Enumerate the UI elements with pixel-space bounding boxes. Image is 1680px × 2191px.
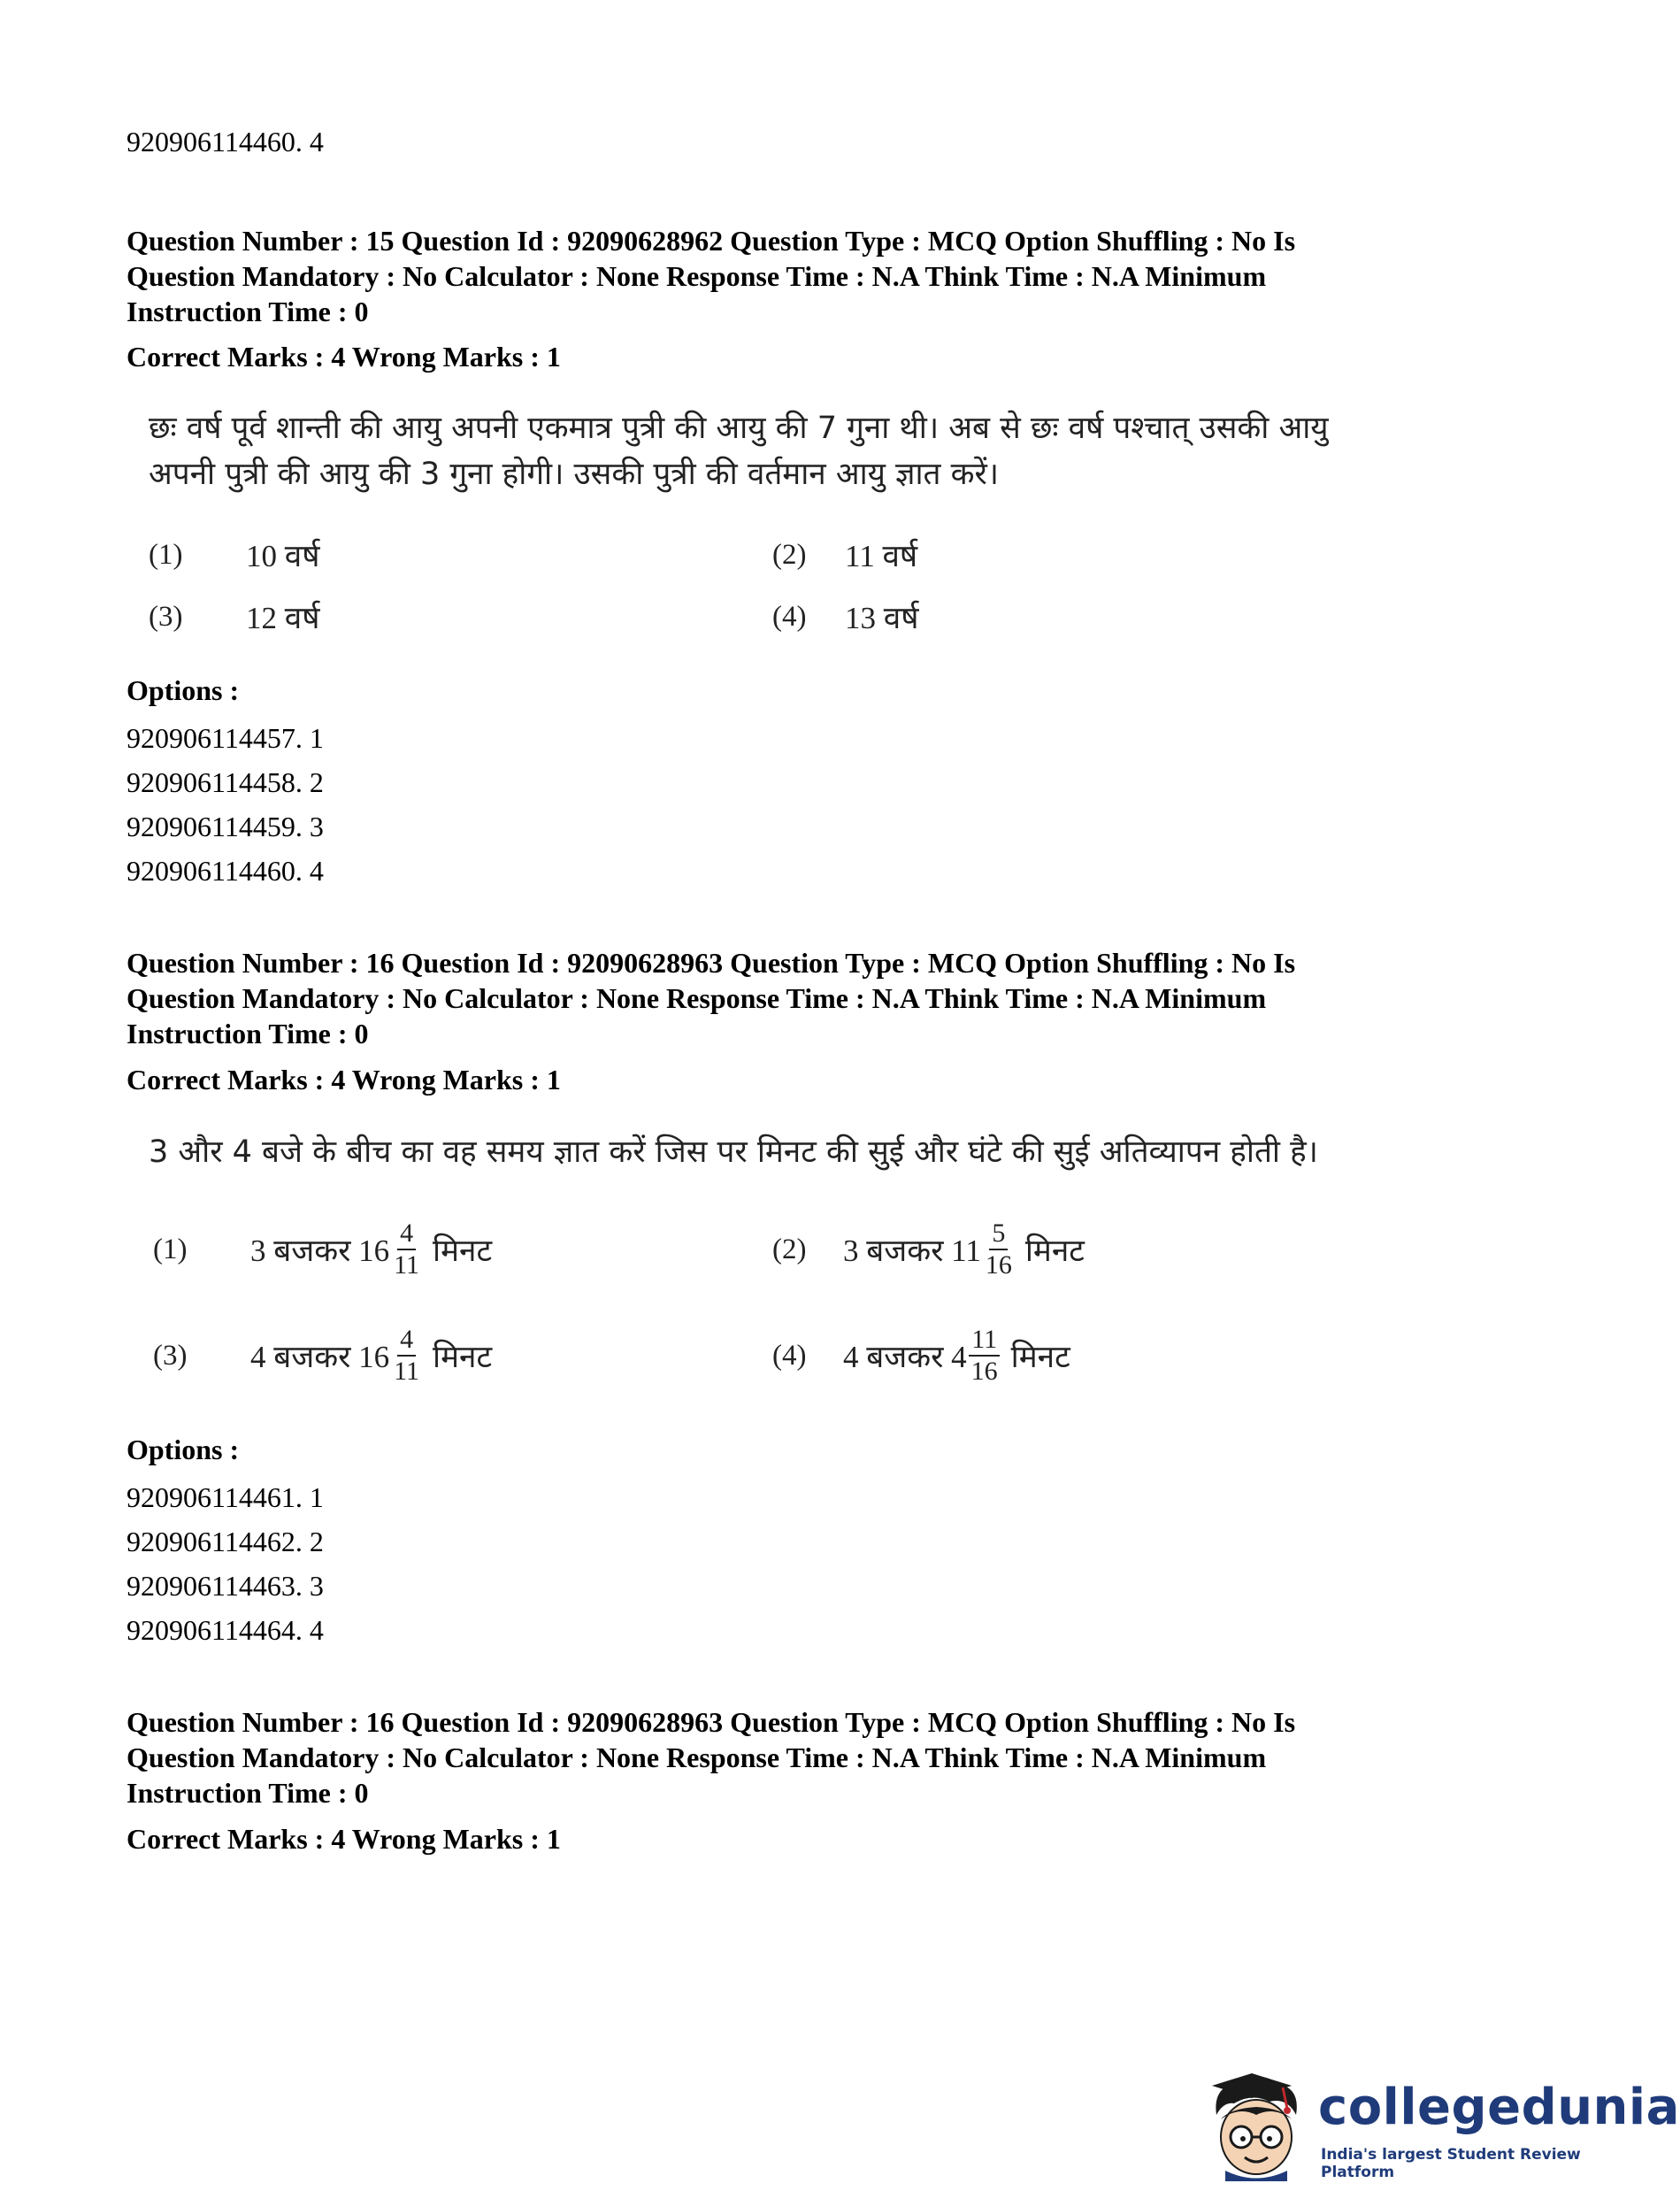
choice-text: 12 वर्ष [246,600,320,635]
mascot-icon [1199,2066,1314,2181]
options-label: Options : [127,1434,240,1465]
fraction-denominator: 16 [970,1357,998,1386]
choice-text [843,1325,1070,1387]
question-15-choice-row [149,586,1493,648]
question-16-repeat-meta [127,1704,1507,1810]
choice-number: (1) [153,1233,188,1265]
option-line: 920906114464. 4 [127,1614,324,1646]
choice-prefix: 3 बजकर 16 [250,1233,390,1268]
fraction-denominator: 16 [985,1250,1012,1280]
choice-prefix: 4 बजकर 4 [843,1339,967,1374]
choice-number: (4) [772,1339,807,1372]
collegedunia-logo [1199,2066,1680,2181]
option-line: 920906114462. 2 [127,1526,324,1557]
choice-number: (4) [772,600,807,633]
question-16-marks: Correct Marks : 4 Wrong Marks : 1 [127,1064,561,1096]
meta-line: Instruction Time : 0 [127,1777,369,1809]
question-15-meta [127,223,1507,329]
question-15-options [127,716,1507,893]
logo-wordmark: collegedunia [1318,2079,1680,2136]
question-16-repeat-marks: Correct Marks : 4 Wrong Marks : 1 [127,1823,561,1855]
fraction-numerator: 5 [989,1219,1008,1250]
choice-prefix: 3 बजकर 11 [843,1233,981,1268]
option-line: 920906114457. 1 [127,722,324,754]
question-15-choice-row [149,524,1493,586]
choice-suffix: मिनट [1024,1233,1085,1268]
fraction-numerator: 4 [397,1219,416,1250]
choice-number: (3) [149,600,183,633]
choice-text [250,1325,492,1387]
choice-1 [153,1214,492,1285]
question-line: छः वर्ष पूर्व शान्ती की आयु अपनी एकमात्र पुत्री की आयु की 7 गुना थी। अब से छः वर्ष पश्चात् उसकी आयु [149,411,1329,446]
fraction [391,1219,422,1280]
meta-line: Question Number : 16 Question Id : 92090628963 Question Type : MCQ Option Shuffling : No Is [127,1706,1296,1738]
choice-4 [772,586,918,648]
question-16-meta [127,945,1507,1051]
choice-3 [149,586,319,648]
meta-line: Question Mandatory : No Calculator : None Response Time : N.A Think Time : N.A Minimum [127,1741,1267,1773]
meta-line: Question Mandatory : No Calculator : None Response Time : N.A Think Time : N.A Minimum [127,982,1267,1014]
choice-number: (2) [772,1233,807,1265]
choice-number: (1) [149,538,183,571]
choice-prefix: 4 बजकर 16 [250,1339,390,1374]
option-line: 920906114459. 3 [127,811,324,842]
option-line: 920906114460. 4 [127,126,324,158]
choice-1 [149,524,319,586]
fraction [983,1219,1015,1280]
choice-4 [772,1320,1070,1391]
question-line: 3 और 4 बजे के बीच का वह समय ज्ञात करें जिस पर मिनट की सुई और घंटे की सुई अतिव्यापन होती है। [149,1134,1318,1170]
choice-3 [153,1320,492,1391]
question-16-text [149,1129,1493,1175]
meta-line: Question Number : 15 Question Id : 92090628962 Question Type : MCQ Option Shuffling : No Is [127,225,1296,257]
options-label: Options : [127,674,240,706]
meta-line: Question Number : 16 Question Id : 92090628963 Question Type : MCQ Option Shuffling : No Is [127,947,1296,979]
fraction-denominator: 11 [394,1357,420,1386]
fraction-numerator: 11 [969,1325,1000,1357]
choice-number: (2) [772,538,807,571]
question-15-marks: Correct Marks : 4 Wrong Marks : 1 [127,341,561,373]
meta-line: Instruction Time : 0 [127,296,369,327]
option-line: 920906114463. 3 [127,1570,324,1602]
option-line: 920906114458. 2 [127,766,324,798]
choice-2 [772,524,917,586]
fraction-numerator: 4 [397,1325,416,1357]
meta-line: Question Mandatory : No Calculator : None Response Time : N.A Think Time : N.A Minimum [127,260,1267,292]
option-line: 920906114461. 1 [127,1481,324,1513]
choice-text: 10 वर्ष [246,538,320,573]
meta-line: Instruction Time : 0 [127,1018,369,1049]
question-15-text [149,405,1493,497]
question-16-choice-row [153,1320,1498,1391]
choice-text: 11 वर्ष [845,538,918,573]
question-16-choice-row [153,1214,1498,1285]
choice-suffix: मिनट [433,1233,493,1268]
question-line: अपनी पुत्री की आयु की 3 गुना होगी। उसकी पुत्री की वर्तमान आयु ज्ञात करें। [149,457,1000,492]
choice-text [843,1219,1085,1280]
fraction [969,1325,1001,1387]
choice-suffix: मिनट [433,1339,493,1374]
logo-tagline: India's largest Student Review Platform [1321,2146,1581,2181]
choice-text: 13 वर्ष [845,600,919,635]
choice-number: (3) [153,1339,188,1372]
fraction [391,1325,422,1387]
option-line: 920906114460. 4 [127,855,324,887]
choice-2 [772,1214,1085,1285]
choice-suffix: मिनट [1010,1339,1070,1374]
choice-text [250,1219,492,1280]
question-16-options [127,1475,1507,1652]
fraction-denominator: 11 [394,1250,420,1280]
